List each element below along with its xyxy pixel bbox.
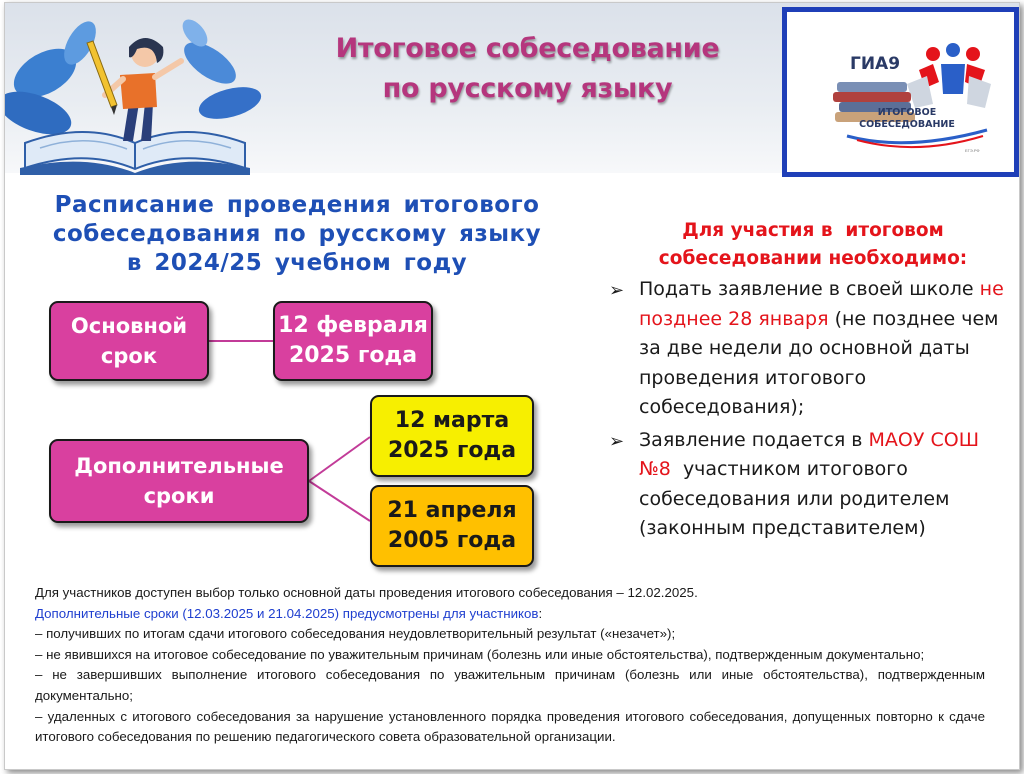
requirement-2-school: МАОУ СОШ №8 <box>639 428 980 480</box>
footnote <box>35 583 985 748</box>
main-term-date-line1: 12 февраля <box>278 313 428 338</box>
girl-with-pencil-illustration <box>87 38 181 141</box>
connector-extra-2 <box>309 481 370 521</box>
requirement-1-text-cont: (не позднее чем за две недели до основной даты проведения итогового собеседования); <box>639 307 999 418</box>
requirement-2-text: Заявление подается в <box>639 428 869 451</box>
main-term-date-line2: 2025 года <box>288 343 418 368</box>
footnote-item1: – получивших по итогам сдачи итогового собеседования неудовлетворительный результат («незачет»); <box>35 626 676 642</box>
extra-term-label-box <box>49 439 309 523</box>
footnote-item2: – не явившихся на итоговое собеседование по уважительным причинам (болезнь или иные обстоятельства), подтвержденным документально; <box>35 646 925 662</box>
slide <box>4 2 1020 770</box>
requirements-list <box>609 275 1009 547</box>
open-book <box>20 132 250 175</box>
requirement-1-deadline: не позднее 28 января <box>639 278 1004 330</box>
logo-caption-line2: СОБЕСЕДОВАНИЕ <box>859 119 955 130</box>
title-line-1: Итоговое собеседование <box>335 33 720 64</box>
extra-term-date1-box <box>370 395 534 477</box>
schedule-heading <box>27 191 567 278</box>
logo-gia9-text: ГИА9 <box>850 54 901 74</box>
requirement-2-text-cont: участником итогового собеседования или родителем (законным представителем) <box>639 458 956 539</box>
page-title <box>275 29 780 109</box>
logo-caption-line1: ИТОГОВОЕ <box>877 107 937 118</box>
extra-term-date2-line1: 21 апреля <box>387 498 517 523</box>
extra-term-date2-line2: 2005 года <box>387 528 517 553</box>
footnote-item3: – не завершивших выполнение итогового собеседования по уважительным причинам (болезнь или иные обстоятельства), подтвержденным документально; <box>35 667 985 703</box>
title-line-2: по русскому языку <box>382 73 673 104</box>
logo-caption <box>847 107 967 131</box>
arrow-bullet-icon: ➢ <box>609 280 625 301</box>
main-term-label-box <box>49 301 209 381</box>
main-term-label-line1: Основной <box>70 314 188 338</box>
schedule-heading-line2: собеседования по русскому языку <box>52 221 542 247</box>
book-illustration <box>5 3 265 179</box>
extra-term-date2-box <box>370 485 534 567</box>
main-term-date-box <box>273 301 433 381</box>
requirement-1-text: Подать заявление в своей школе <box>639 278 974 300</box>
main-term-label-line2: срок <box>100 344 158 368</box>
schedule-heading-line3: в 2024/25 учебном году <box>126 250 468 276</box>
footnote-extra-terms: Дополнительные сроки (12.03.2025 и 21.04.2025) предусмотрены для участников <box>35 605 539 621</box>
extra-term-label-line1: Дополнительные <box>74 454 284 478</box>
extra-term-label-line2: сроки <box>143 484 215 508</box>
requirements-title <box>627 217 999 273</box>
requirements-title-line2: собеседовании необходимо: <box>658 248 968 269</box>
logo-graphic <box>787 12 1014 172</box>
requirement-item-2 <box>609 426 1009 544</box>
extra-term-date1-line2: 2025 года <box>387 438 517 463</box>
requirements-title-line1: Для участия в итоговом <box>682 220 944 241</box>
connector-extra-1 <box>309 437 370 481</box>
footnote-line1: Для участников доступен выбор только основной даты проведения итогового собеседования – 12.02.2025. <box>35 585 698 600</box>
footnote-line2 <box>35 604 985 625</box>
footnote-colon: : <box>538 605 543 621</box>
logo-small-text: ЕГЭ.РФ <box>965 148 980 153</box>
arrow-bullet-icon: ➢ <box>609 430 625 452</box>
schedule-heading-line1: Расписание проведения итогового <box>54 192 540 218</box>
footnote-item4: – удаленных с итогового собеседования за нарушение установленного порядка проведения итогового собеседования, допущенных повторно к сдаче итогового собеседования по решению педагогического совета образовательной организации. <box>35 708 985 745</box>
extra-term-date1-line1: 12 марта <box>394 408 510 433</box>
requirement-item-1 <box>609 275 1009 423</box>
gia9-logo <box>782 7 1019 177</box>
